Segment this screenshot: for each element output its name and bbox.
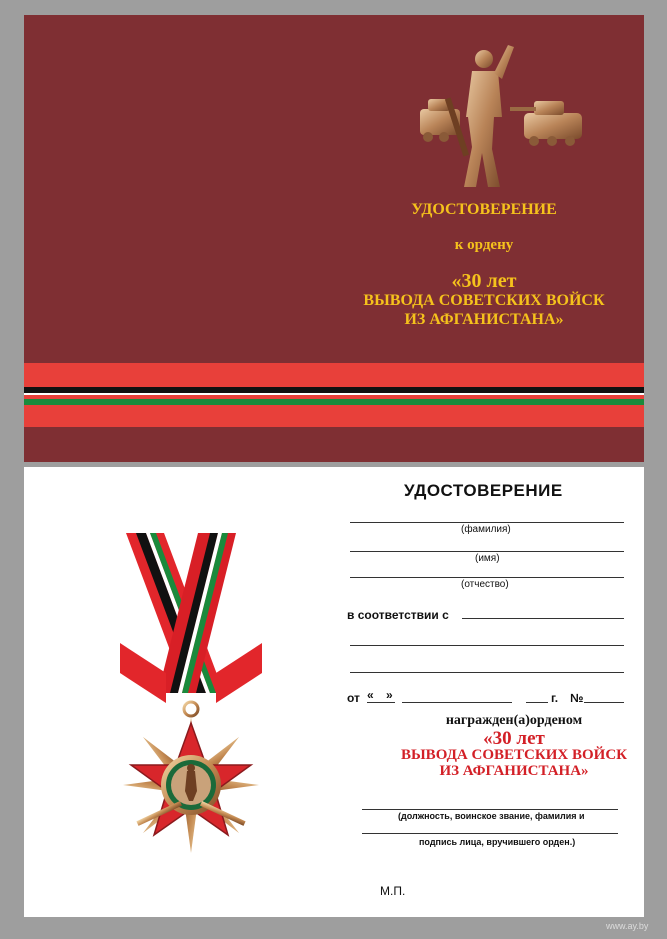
- date-quote-close: »: [386, 688, 393, 702]
- name-caption: (имя): [475, 553, 500, 564]
- year-label: г.: [551, 691, 559, 705]
- cover-award-line2: ВЫВОДА СОВЕТСКИХ ВОЙСК: [363, 292, 605, 309]
- awarded-label: награжден(а)орденом: [445, 713, 583, 728]
- certificate-cover: [24, 15, 644, 462]
- surname-line[interactable]: [350, 522, 624, 523]
- order-medal-icon: [106, 523, 276, 863]
- signature-line-1[interactable]: [362, 809, 618, 810]
- cover-title: УДОСТОВЕРЕНИЕ: [411, 201, 557, 218]
- signature-line-2[interactable]: [362, 833, 618, 834]
- inner-award-line1: «30 лет: [483, 728, 545, 749]
- inner-award-line2: ВЫВОДА СОВЕТСКИХ ВОЙСК: [400, 747, 628, 763]
- month-line[interactable]: [402, 702, 512, 703]
- soldier-monument-icon: [414, 37, 590, 197]
- stamp-label: М.П.: [380, 884, 406, 898]
- cover-award-line1: «30 лет: [451, 270, 517, 292]
- according-line-3[interactable]: [350, 672, 624, 673]
- patronymic-line[interactable]: [350, 577, 624, 578]
- date-quote-open: «: [367, 688, 374, 702]
- according-line-2[interactable]: [350, 645, 624, 646]
- according-line-1[interactable]: [462, 618, 624, 619]
- cover-subtitle: к ордену: [454, 237, 514, 253]
- name-line[interactable]: [350, 551, 624, 552]
- inner-award-name: [384, 728, 644, 779]
- signature-caption-2: подпись лица, вручившего орден.): [419, 837, 576, 847]
- patronymic-caption: (отчество): [461, 579, 509, 590]
- certificate-inner-page: [24, 467, 644, 917]
- inner-title: УДОСТОВЕРЕНИЕ: [404, 481, 563, 500]
- date-from-label: от: [347, 691, 360, 705]
- day-line[interactable]: [367, 702, 395, 703]
- number-label: №: [570, 691, 584, 705]
- cover-award-line3: ИЗ АФГАНИСТАНА»: [404, 311, 564, 328]
- according-label: в соответствии с: [347, 608, 449, 622]
- surname-caption: (фамилия): [461, 524, 511, 535]
- signature-caption-1: (должность, воинское звание, фамилия и: [398, 811, 585, 821]
- year-line[interactable]: [526, 702, 548, 703]
- number-line[interactable]: [584, 702, 624, 703]
- watermark: www.ay.by: [606, 921, 649, 931]
- inner-award-line3: ИЗ АФГАНИСТАНА»: [439, 763, 589, 779]
- cover-award-name: [334, 272, 634, 329]
